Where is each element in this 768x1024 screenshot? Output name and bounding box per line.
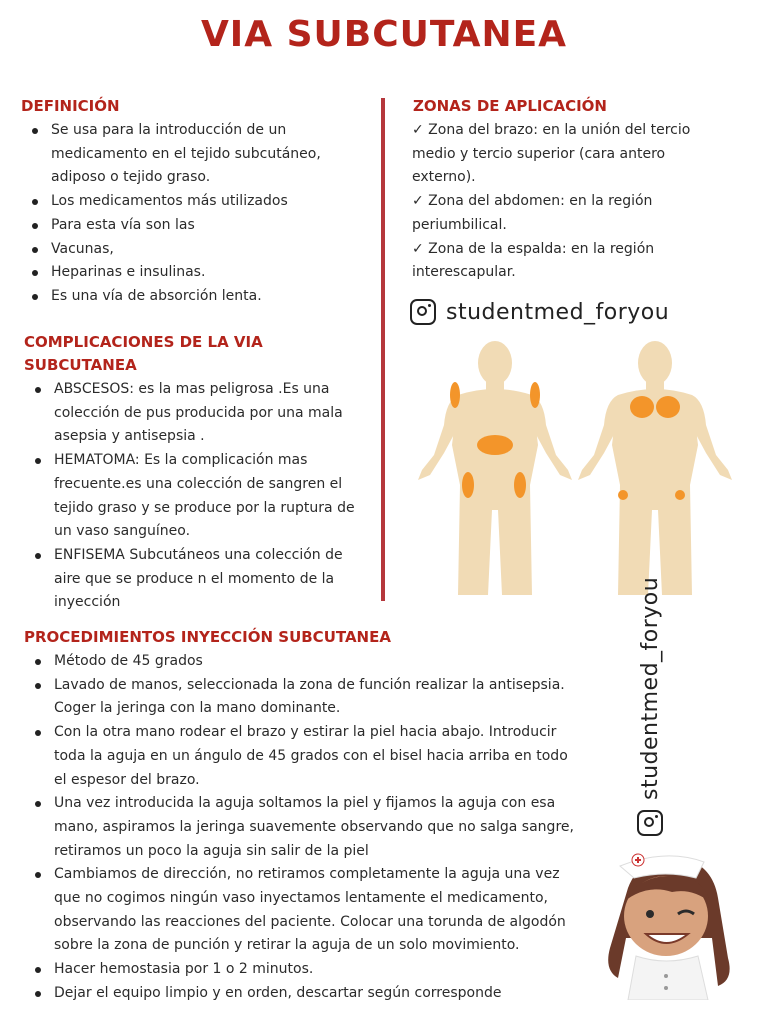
list-item: ABSCESOS: es la mas peligrosa .Es una colección de pus producida por una mala asepsia y antisepsia . [24, 378, 369, 449]
definicion-heading: DEFINICIÓN [21, 97, 120, 115]
vertical-instagram-handle[interactable] [637, 577, 663, 836]
procedimientos-section [24, 650, 584, 1006]
complicaciones-list [24, 378, 369, 615]
list-item: Es una vía de absorción lenta. [21, 285, 366, 309]
list-item: Con la otra mano rodear el brazo y estirar la piel hacia abajo. Introducir toda la aguja en un ángulo de 45 grados con el bisel hacia arriba en todo el espesor del brazo. [24, 721, 584, 792]
nurse-illustration [600, 848, 740, 1000]
list-item: Lavado de manos, seleccionada la zona de función realizar la antisepsia. Coger la jeringa con la mano dominante. [24, 674, 584, 721]
zonas-section [412, 119, 712, 285]
list-item: Dejar el equipo limpio y en orden, descartar según corresponde [24, 982, 584, 1006]
list-item: Se usa para la introducción de un medicamento en el tejido subcutáneo, adiposo o tejido graso. [21, 119, 366, 190]
complicaciones-heading-line2: SUBCUTANEA [24, 356, 137, 374]
procedimientos-list [24, 650, 584, 1006]
procedimientos-heading: PROCEDIMIENTOS INYECCIÓN SUBCUTANEA [24, 628, 391, 646]
list-item: ✓ Zona de la espalda: en la región interescapular. [412, 240, 655, 281]
nurse-uniform [628, 956, 708, 1000]
list-item: HEMATOMA: Es la complicación mas frecuente.es una colección de sangren el tejido graso y se produce por la ruptura de un vaso sanguíneo. [24, 449, 369, 544]
complicaciones-heading-line1: COMPLICACIONES DE LA VIA [24, 333, 263, 351]
complicaciones-heading [24, 331, 364, 377]
body-front-figure [578, 341, 732, 595]
list-item: ✓ Zona del abdomen: en la región periumbilical. [412, 193, 653, 233]
body-zones-illustration [410, 335, 745, 595]
body-back-figure [418, 341, 572, 595]
list-item: Los medicamentos más utilizados [21, 190, 366, 214]
instagram-icon [637, 810, 663, 836]
list-item: ✓ Zona del brazo: en la unión del tercio medio y tercio superior (cara antero externo). [412, 122, 691, 186]
list-item: Método de 45 grados [24, 650, 584, 674]
instagram-icon [410, 299, 436, 325]
zonas-list [412, 119, 712, 285]
page-title: VIA SUBCUTANEA [200, 14, 568, 55]
vertical-handle-text: studentmed_foryou [637, 576, 663, 800]
list-item: Heparinas e insulinas. [21, 261, 366, 285]
list-item: Cambiamos de dirección, no retiramos completamente la aguja una vez que no cogimos ningún vaso inyectamos lentamente el medicamento, observando las reacciones del paciente. Colocar una torunda de algodón sobre la zona de punción y retirar la aguja de un solo movimiento. [24, 863, 584, 958]
list-item: ENFISEMA Subcutáneos una colección de aire que se produce n el momento de la inyección [24, 544, 369, 615]
list-item: Vacunas, [21, 238, 366, 262]
instagram-handle-row[interactable] [410, 299, 669, 325]
instagram-handle: studentmed_foryou [446, 299, 670, 325]
list-item: Para esta vía son las [21, 214, 366, 238]
zonas-heading: ZONAS DE APLICACIÓN [413, 97, 607, 115]
list-item: Una vez introducida la aguja soltamos la piel y fijamos la aguja con esa mano, aspiramos la jeringa suavemente observando que no salga sangre, retiramos un poco la aguja sin salir de la piel [24, 792, 584, 863]
column-divider [381, 98, 385, 601]
definicion-list [21, 119, 366, 309]
list-item: Hacer hemostasia por 1 o 2 minutos. [24, 958, 584, 982]
complicaciones-section [24, 378, 369, 615]
definicion-section [21, 119, 366, 309]
